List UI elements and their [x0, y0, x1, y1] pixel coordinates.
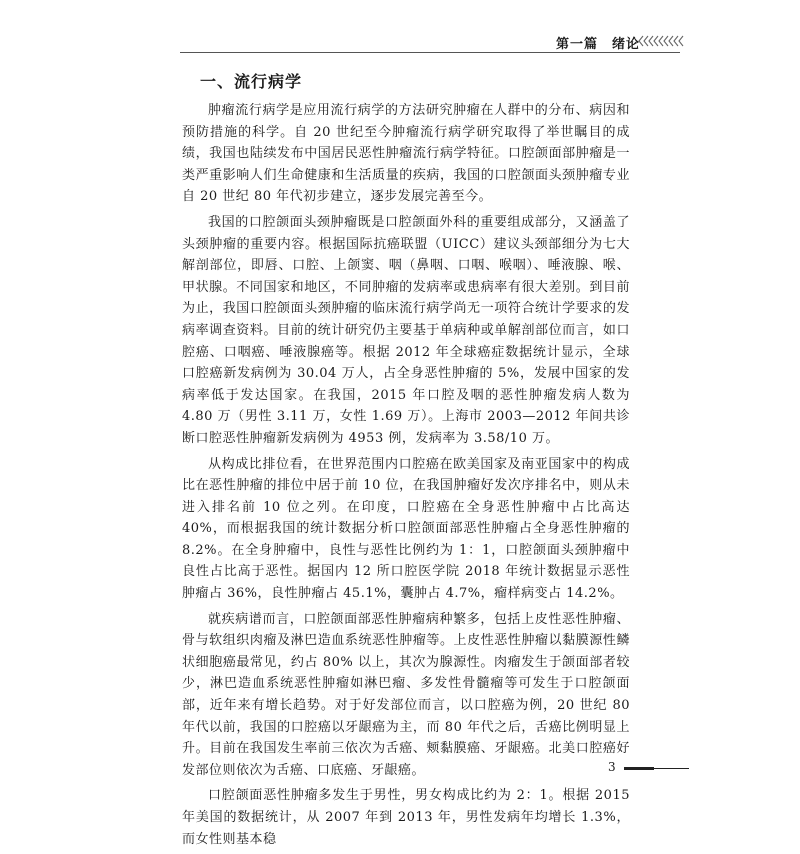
- paragraph-2: 我国的口腔颌面头颈肿瘤既是口腔颌面外科的重要组成部分，又涵盖了头颈肿瘤的重要内容。根据国际抗癌联盟（UICC）建议头颈部细分为七大解剖部位，即唇、口腔、上颌窦、咽（鼻咽、口咽、喉咽）、唾液腺、喉、甲状腺。不同国家和地区，不同肿瘤的发病率或患病率有很大差别。到目前为止，我国口腔颌面头颈肿瘤的临床流行病学尚无一项符合统计学要求的发病率调查资料。目前的统计研究仍主要基于单病种或单解剖部位而言，如口腔癌、口咽癌、唾液腺癌等。根据 2012 年全球癌症数据统计显示，全球口腔癌新发病例为 30.04 万人，占全身恶性肿瘤的 5%，发展中国家的发病率低于发达国家。在我国，2015 年口腔及咽的恶性肿瘤发病人数为 4.80 万（男性 3.11 万，女性 1.69 万）。上海市 2003—2012 年间共诊断口腔恶性肿瘤新发病例为 4953 例，发病率为 3.58/10 万。: [182, 214, 630, 446]
- chevron-pattern-ornament-icon: [637, 34, 685, 48]
- footer-rule-thick: [624, 767, 654, 770]
- section-heading: 一、流行病学: [200, 72, 303, 91]
- paragraph-5: 口腔颌面恶性肿瘤多发生于男性，男女构成比约为 2：1。根据 2015 年美国的数据统计，从 2007 年到 2013 年，男性发病年均增长 1.3%，而女性则基本稳: [182, 788, 630, 847]
- footer-rule-thin: [654, 768, 689, 769]
- paragraph-1: 肿瘤流行病学是应用流行病学的方法研究肿瘤在人群中的分布、病因和预防措施的科学。自 20 世纪至今肿瘤流行病学研究取得了举世瞩目的成绩，我国也陆续发布中国居民恶性肿瘤流行病学特征。口腔颌面部肿瘤是一类严重影响人们生命健康和生活质量的疾病，我国的口腔颌面头颈肿瘤专业自 20 世纪 80 年代初步建立，逐步发展完善至今。: [182, 103, 630, 205]
- page-body: [182, 70, 630, 854]
- page-number: 3: [608, 760, 616, 774]
- chapter-title: 第一篇 绪论: [556, 37, 641, 52]
- header-rule: [180, 52, 680, 53]
- paragraph-3: 从构成比排位看，在世界范围内口腔癌在欧美国家及南亚国家中的构成比在恶性肿瘤的排位中居于前 10 位，在我国肿瘤好发次序排名中，则从未进入排名前 10 位之列。在印度，口腔癌在全身恶性肿瘤中占比高达 40%，而根据我国的统计数据分析口腔颌面部恶性肿瘤占全身恶性肿瘤的 8.2%。在全身肿瘤中，良性与恶性比例约为 1：1，口腔颌面头颈肿瘤中良性占比高于恶性。据国内 12 所口腔医学院 2018 年统计数据显示恶性肿瘤占 36%，良性肿瘤占 45.1%，囊肿占 4.7%，瘤样病变占 14.2%。: [182, 456, 630, 602]
- paragraph-4: 就疾病谱而言，口腔颌面部恶性肿瘤病种繁多，包括上皮性恶性肿瘤、骨与软组织肉瘤及淋巴造血系统恶性肿瘤等。上皮性恶性肿瘤以黏膜源性鳞状细胞癌最常见，约占 80% 以上，其次为腺源性。肉瘤发生于颌面部者较少，淋巴造血系统恶性肿瘤如淋巴瘤、多发性骨髓瘤等可发生于口腔颌面部，近年来有增长趋势。对于好发部位而言，以口腔癌为例，20 世纪 80 年代以前，我国的口腔癌以牙龈癌为主，而 80 年代之后，舌癌比例明显上升。目前在我国发生率前三依次为舌癌、颊黏膜癌、牙龈癌。北美口腔癌好发部位则依次为舌癌、口底癌、牙龈癌。: [182, 611, 630, 778]
